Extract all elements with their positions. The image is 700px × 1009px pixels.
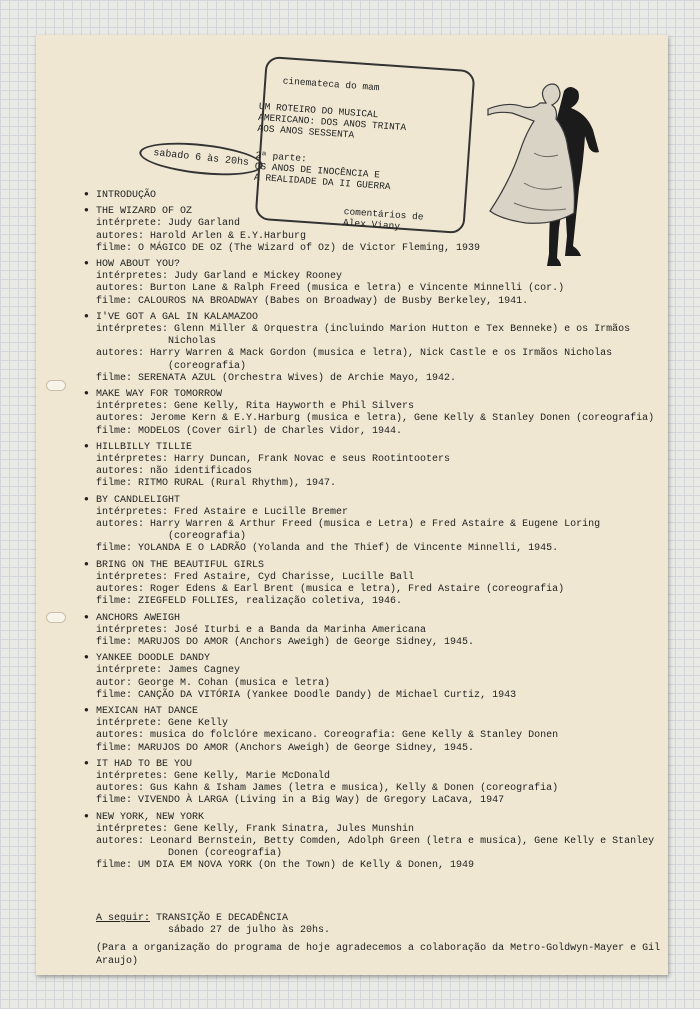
organization-name: cinemateca do mam	[282, 75, 380, 94]
performer-line: intérpretes: Fred Astaire, Cyd Charisse, Lucille Ball	[96, 571, 415, 583]
film-line: filme: YOLANDA E O LADRÃO (Yolanda and the Thief) de Vincente Minnelli, 1945.	[96, 543, 559, 555]
authors-line: autores: Roger Edens & Earl Brent (musica e letra), Fred Astaire (coreografia)	[96, 584, 565, 596]
date-stamp: sabado 6 às 20hs	[138, 138, 264, 181]
program-item	[96, 706, 664, 755]
performer-line: intérpretes: Fred Astaire e Lucille Bremer	[96, 506, 349, 518]
song-title: ● BRING ON THE BEAUTIFUL GIRLS	[96, 559, 265, 571]
authors-line: autores: musica do folclóre mexicano. Coreografia: Gene Kelly & Stanley Donen	[96, 730, 559, 742]
film-line: filme: MARUJOS DO AMOR (Anchors Aweigh) de George Sidney, 1945.	[96, 742, 475, 754]
program-item	[96, 190, 664, 202]
authors-line: autores: Burton Lane & Ralph Freed (musica e letra) e Vincente Minnelli (cor.)	[96, 283, 565, 295]
performer-line: intérprete: James Cagney	[96, 665, 241, 677]
film-line: filme: SERENATA AZUL (Orchestra Wives) de Archie Mayo, 1942.	[96, 372, 457, 384]
authors-line: autores: Harold Arlen & E.Y.Harburg	[96, 230, 307, 242]
program-item	[96, 560, 664, 609]
film-line: filme: MODELOS (Cover Girl) de Charles Vidor, 1944.	[96, 425, 403, 437]
punch-hole	[46, 612, 66, 623]
program-sheet	[36, 35, 668, 975]
performer-line: intérprete: Gene Kelly	[96, 718, 229, 730]
film-line: filme: UM DIA EM NOVA YORK (On the Town) de Kelly & Donen, 1949	[96, 860, 475, 872]
program-item	[96, 653, 664, 702]
performer-line: intérpretes: Harry Duncan, Frank Novac e seus Rootintooters	[96, 454, 451, 466]
film-line: filme: VIVENDO À LARGA (Living in a Big Way) de Gregory LaCava, 1947	[96, 795, 505, 807]
performer-line: intérpretes: Gene Kelly, Marie McDonald	[96, 770, 331, 782]
program-footer	[96, 913, 662, 968]
performer-line: intérpretes: José Iturbi e a Banda da Marinha Americana	[96, 624, 427, 636]
song-title: ● HOW ABOUT YOU?	[96, 259, 181, 271]
program-list	[96, 190, 664, 877]
program-item	[96, 812, 664, 873]
song-title: ● ANCHORS AWEIGH	[96, 612, 181, 624]
program-item	[96, 259, 664, 308]
authors-line: autor: George M. Cohan (musica e letra)	[96, 677, 331, 689]
song-title: ● MEXICAN HAT DANCE	[96, 705, 199, 717]
next-title: TRANSIÇÃO E DECADÊNCIA	[156, 913, 289, 924]
program-item	[96, 759, 664, 808]
next-session	[96, 913, 662, 925]
program-intro: ● INTRODUÇÃO	[96, 190, 157, 201]
next-date: sábado 27 de julho às 20hs.	[168, 925, 331, 937]
film-line: filme: MARUJOS DO AMOR (Anchors Aweigh) de George Sidney, 1945.	[96, 636, 475, 648]
commentary-credit: comentários de Alex Viany	[342, 206, 424, 233]
song-title: ● NEW YORK, NEW YORK	[96, 811, 205, 823]
song-title: ● I'VE GOT A GAL IN KALAMAZOO	[96, 311, 259, 323]
authors-line: autores: Harry Warren & Mack Gordon (musica e letra), Nick Castle e os Irmãos Nicholas (coreografia)	[96, 348, 613, 372]
film-line: filme: ZIEGFELD FOLLIES, realização coletiva, 1946.	[96, 596, 403, 608]
authors-line: autores: Gus Kahn & Isham James (letra e musica), Kelly & Donen (coreografia)	[96, 783, 559, 795]
film-line: filme: O MÁGICO DE OZ (The Wizard of Oz) de Victor Fleming, 1939	[96, 242, 481, 254]
performer-line: intérpretes: Judy Garland e Mickey Rooney	[96, 271, 343, 283]
authors-line: autores: Jerome Kern & E.Y.Harburg (musica e letra), Gene Kelly & Stanley Donen (coreografia)	[96, 413, 655, 425]
authors-line: autores: Harry Warren & Arthur Freed (musica e Letra) e Fred Astaire & Eugene Loring (coreografia)	[96, 519, 601, 543]
program-item	[96, 312, 664, 385]
performer-line: intérprete: Judy Garland	[96, 218, 241, 230]
song-title: ● THE WIZARD OF OZ	[96, 206, 193, 218]
program-item	[96, 495, 664, 556]
song-title: ● BY CANDLELIGHT	[96, 494, 181, 506]
performer-line: intérpretes: Gene Kelly, Frank Sinatra, Jules Munshin	[96, 823, 415, 835]
film-line: filme: CALOUROS NA BROADWAY (Babes on Broadway) de Busby Berkeley, 1941.	[96, 295, 529, 307]
part-title: 2ª parte: OS ANOS DE INOCÊNCIA E A REALIDADE DA II GUERRA	[253, 149, 391, 193]
series-title: UM ROTEIRO DO MUSICAL AMERICANO: DOS ANOS TRINTA AOS ANOS SESSENTA	[257, 100, 407, 141]
program-item	[96, 389, 664, 438]
film-line: filme: CANÇÃO DA VITÓRIA (Yankee Doodle Dandy) de Michael Curtiz, 1943	[96, 689, 517, 701]
performer-line: intérpretes: Glenn Miller & Orquestra (incluindo Marion Hutton e Tex Benneke) e os Irmãos Nicholas	[96, 324, 631, 348]
song-title: ● YANKEE DOODLE DANDY	[96, 653, 211, 665]
program-item	[96, 613, 664, 650]
song-title: ● HILLBILLY TILLIE	[96, 441, 193, 453]
song-title: ● MAKE WAY FOR TOMORROW	[96, 389, 223, 401]
authors-line: autores: Leonard Bernstein, Betty Comden, Adolph Green (letra e musica), Gene Kelly e Stanley Donen (coreografia)	[96, 835, 655, 860]
acknowledgement: (Para a organização do programa de hoje agradecemos a colaboração da Metro-Goldwyn-Mayer e Gil Araujo)	[96, 943, 661, 967]
next-label: A seguir:	[96, 913, 151, 924]
film-line: filme: RITMO RURAL (Rural Rhythm), 1947.	[96, 478, 337, 490]
performer-line: intérpretes: Gene Kelly, Rita Hayworth e Phil Silvers	[96, 401, 415, 413]
authors-line: autores: não identificados	[96, 466, 253, 478]
punch-hole	[46, 380, 66, 391]
song-title: ● IT HAD TO BE YOU	[96, 758, 193, 770]
program-item	[96, 206, 664, 255]
program-item	[96, 442, 664, 491]
